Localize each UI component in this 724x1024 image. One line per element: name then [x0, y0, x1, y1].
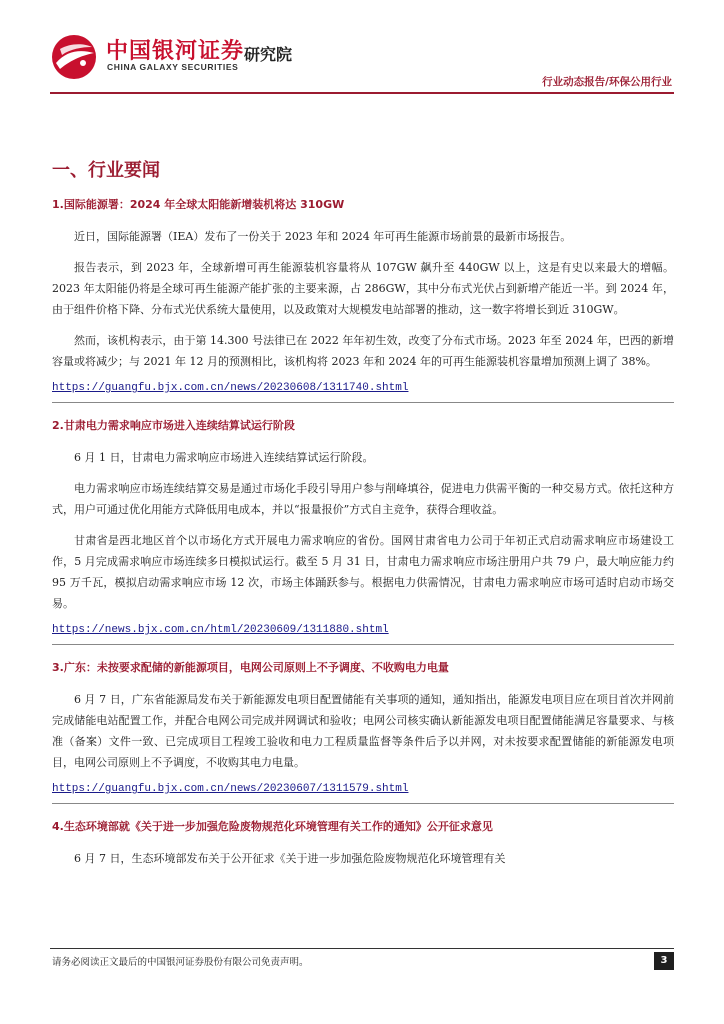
section-title: 一、行业要闻 — [52, 160, 160, 181]
galaxy-logo-icon — [50, 33, 98, 81]
news-item-title: 1.国际能源署：2024 年全球太阳能新增装机将达 310GW — [52, 198, 345, 211]
footer-divider — [50, 948, 674, 949]
page-number: 3 — [654, 952, 674, 970]
logo-english-name: CHINA GALAXY SECURITIES — [107, 62, 239, 72]
header-divider — [50, 92, 674, 94]
main-content — [52, 156, 674, 879]
news-paragraph: 6 月 7 日，生态环境部发布关于公开征求《关于进一步加强危险废物规范化环境管理有关 — [74, 852, 506, 865]
news-paragraph: 近日，国际能源署（IEA）发布了一份关于 2023 年和 2024 年可再生能源市场前景的最新市场报告。 — [74, 230, 572, 243]
news-item-title: 2.甘肃电力需求响应市场进入连续结算试运行阶段 — [52, 419, 295, 432]
news-paragraph: 6 月 7 日，广东省能源局发布关于新能源发电项目配置储能有关事项的通知，通知指出，能源发电项目应在项目首次并网前完成储能电站配置工作，并配合电网公司完成并网调试和验收；电网公司核实确认新能源发电项目配置储能满足容量要求、与核准（备案）文件一致、已完成项目工程竣工验收和电力工程质量监督等条件后予以并网，对未按要求配置储能的新能源发电项目，电网公司原则上不予调度，不收购其电力电量。 — [52, 693, 674, 769]
footer-disclaimer: 请务必阅读正文最后的中国银河证券股份有限公司免责声明。 — [52, 957, 309, 968]
news-paragraph: 报告表示，到 2023 年，全球新增可再生能源装机容量将从 107GW 飙升至 440GW 以上，这是有史以来最大的增幅。2023 年太阳能仍将是全球可再生能源产能扩张的主要来源，占 286GW，其中分布式光伏占到新增产能近一半。到 2024 年，由于组件价格下降、分布式光伏系统大量使用，以及政策对大规模发电站部署的推动，这一数字将增长到近 310GW。 — [52, 261, 674, 316]
item-divider — [52, 803, 674, 804]
news-source-link[interactable]: https://news.bjx.com.cn/html/20230609/1311880.shtml — [52, 624, 389, 636]
logo-institute: 研究院 — [244, 45, 293, 64]
logo-chinese-name: 中国银河证券 — [106, 39, 245, 64]
report-type-label: 行业动态报告/环保公用行业 — [542, 76, 672, 88]
page-header — [0, 0, 724, 100]
news-paragraph: 然而，该机构表示，由于第 14.300 号法律已在 2022 年年初生效，改变了分布式市场。2023 年至 2024 年，巴西的新增容量或将减少；与 2021 年 12 月的预测相比，该机构将 2023 年和 2024 年的可再生能源装机容量增加预测上调了 38%。 — [52, 334, 674, 368]
news-paragraph: 甘肃省是西北地区首个以市场化方式开展电力需求响应的省份。国网甘肃省电力公司于年初正式启动需求响应市场建设工作，5 月完成需求响应市场连续多日模拟试运行。截至 5 月 31 日，甘肃电力需求响应市场注册用户共 79 户，最大响应能力约 95 万千瓦，模拟启动需求响应市场 12 次，市场主体踊跃参与。根据电力供需情况，甘肃电力需求响应市场可适时启动市场交易。 — [52, 534, 674, 610]
news-paragraph: 6 月 1 日，甘肃电力需求响应市场进入连续结算试运行阶段。 — [74, 451, 374, 464]
news-source-link[interactable]: https://guangfu.bjx.com.cn/news/20230608/1311740.shtml — [52, 382, 409, 394]
news-item-title: 4.生态环境部就《关于进一步加强危险废物规范化环境管理有关工作的通知》公开征求意见 — [52, 820, 493, 833]
item-divider — [52, 644, 674, 645]
news-paragraph: 电力需求响应市场连续结算交易是通过市场化手段引导用户参与削峰填谷，促进电力供需平衡的一种交易方式。依托这种方式，用户可通过优化用能方式降低用电成本，并以“报量报价”方式自主竞争，获得合理收益。 — [52, 482, 674, 516]
item-divider — [52, 402, 674, 403]
news-item-title: 3.广东：未按要求配储的新能源项目，电网公司原则上不予调度、不收购电力电量 — [52, 661, 449, 674]
news-source-link[interactable]: https://guangfu.bjx.com.cn/news/20230607/1311579.shtml — [52, 783, 409, 795]
